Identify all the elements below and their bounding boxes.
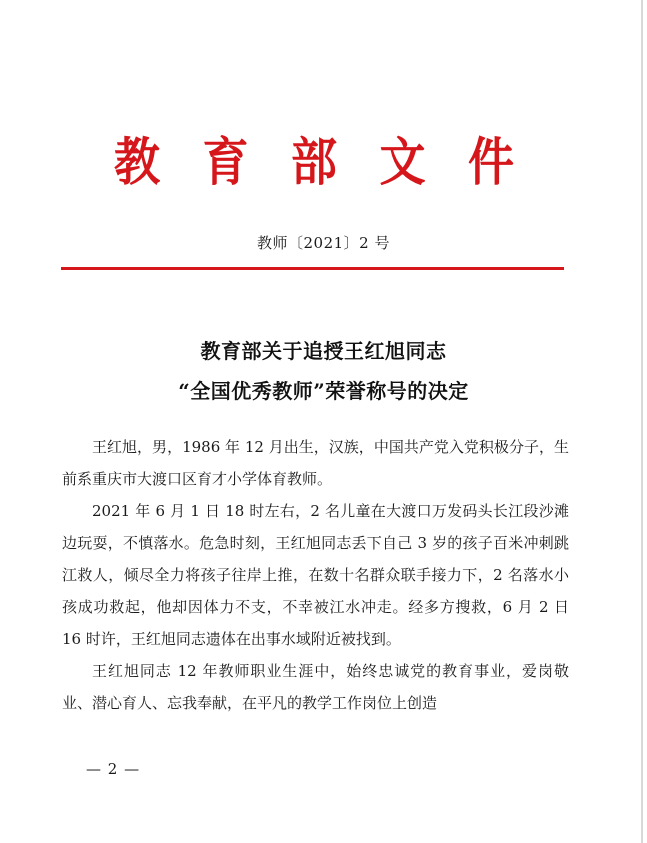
body-paragraph: 王红旭同志 12 年教师职业生涯中，始终忠诚党的教育事业，爱岗敬业、潜心育人、忘我奉献，在平凡的教学工作岗位上创造	[62, 662, 569, 712]
document-body	[62, 431, 569, 719]
page-edge-shadow	[641, 0, 643, 843]
header-char: 部	[291, 131, 337, 193]
document-header-title	[114, 130, 514, 194]
decision-title-line-1: 教育部关于追授王红旭同志	[200, 339, 447, 363]
header-char: 文	[379, 131, 426, 193]
document-number: 教师〔2021〕2 号	[257, 234, 390, 252]
page-number: — 2 —	[86, 760, 141, 778]
body-paragraph: 2021 年 6 月 1 日 18 时左右，2 名儿童在大渡口万发码头长江段沙滩边玩耍，不慎落水。危急时刻，王红旭同志丢下自己 3 岁的孩子百米冲刺跳江救人，倾尽全力将孩子往岸上推，在数十名群众联手接力下，2 名落水小孩成功救起，他却因体力不支，不幸被江水冲走。经多方搜救，6 月 2 日 16 时许，王红旭同志遗体在出事水域附近被找到。	[62, 502, 569, 648]
red-divider-line	[61, 267, 564, 270]
body-paragraph: 王红旭，男，1986 年 12 月出生，汉族，中国共产党入党积极分子，生前系重庆市大渡口区育才小学体育教师。	[62, 438, 569, 488]
header-char: 件	[468, 131, 514, 193]
header-char: 育	[202, 131, 249, 193]
header-char: 教	[114, 131, 160, 193]
decision-title-line-2: “全国优秀教师”荣誉称号的决定	[178, 379, 469, 403]
